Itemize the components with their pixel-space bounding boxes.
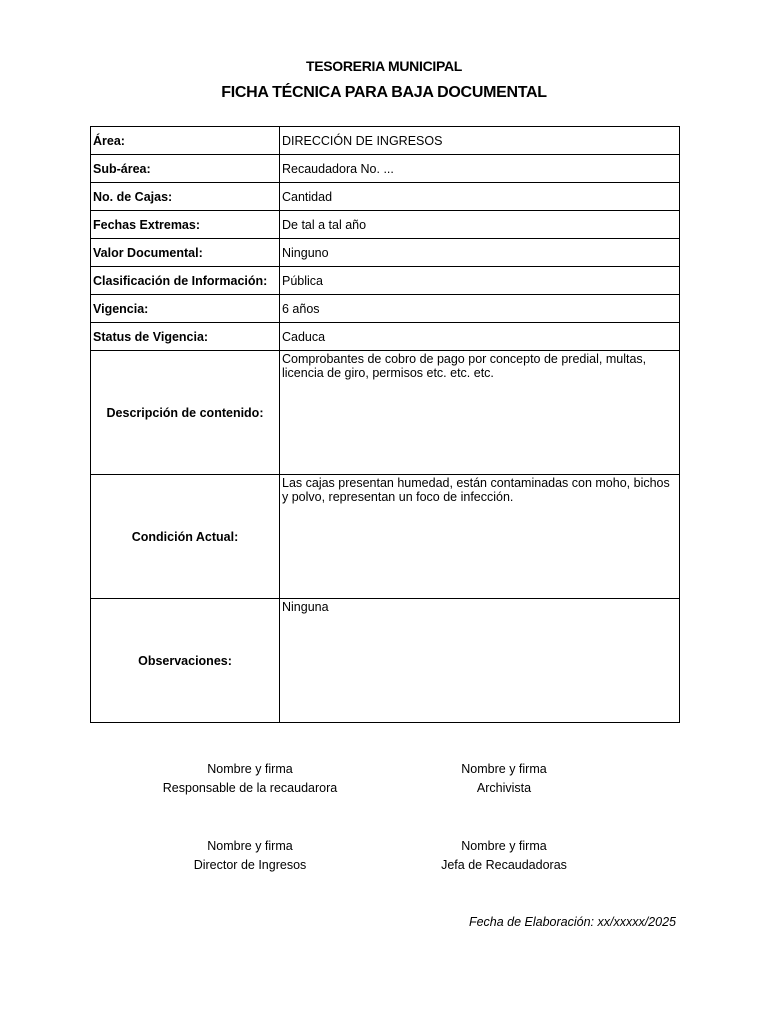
field-value: Ninguno (280, 239, 680, 267)
signature-line-label: Nombre y firma (207, 839, 293, 853)
row-validity (91, 295, 680, 323)
technical-sheet-table (90, 126, 680, 723)
field-value: Recaudadora No. ... (280, 155, 680, 183)
field-label: Fechas Extremas: (91, 211, 280, 239)
signature-block-head-collectors (394, 837, 614, 875)
row-observations (91, 599, 680, 723)
row-date-range (91, 211, 680, 239)
row-box-count (91, 183, 680, 211)
document-title: FICHA TÉCNICA PARA BAJA DOCUMENTAL (221, 84, 547, 101)
field-label: Observaciones: (91, 599, 280, 723)
signature-line-label: Nombre y firma (461, 762, 547, 776)
signature-role: Archivista (476, 781, 532, 795)
row-classification (91, 267, 680, 295)
row-current-condition (91, 475, 680, 599)
field-value: De tal a tal año (280, 211, 680, 239)
row-content-description (91, 351, 680, 475)
signature-block-archivist (394, 760, 614, 798)
field-value: Cantidad (280, 183, 680, 211)
field-value: Caduca (280, 323, 680, 351)
signature-role: Jefa de Recaudadoras (441, 858, 567, 872)
field-value: Ninguna (280, 599, 680, 723)
signature-line-label: Nombre y firma (461, 839, 547, 853)
field-label: No. de Cajas: (91, 183, 280, 211)
signature-block-collector (140, 760, 360, 798)
signature-role: Director de Ingresos (193, 858, 307, 872)
field-value: Pública (280, 267, 680, 295)
elaboration-date: Fecha de Elaboración: xx/xxxxx/2025 (468, 915, 676, 929)
signature-block-director (140, 837, 360, 875)
organization-title: TESORERIA MUNICIPAL (305, 58, 463, 74)
field-value: Las cajas presentan humedad, están contaminadas con moho, bichos y polvo, representan un foco de infección. (280, 475, 680, 599)
field-value: 6 años (280, 295, 680, 323)
field-value: Comprobantes de cobro de pago por concepto de predial, multas, licencia de giro, permisos etc. etc. etc. (280, 351, 680, 475)
field-label: Área: (91, 127, 280, 155)
row-document-value (91, 239, 680, 267)
row-validity-status (91, 323, 680, 351)
field-label: Descripción de contenido: (91, 351, 280, 475)
field-label: Clasificación de Información: (91, 267, 280, 295)
field-label: Valor Documental: (91, 239, 280, 267)
signature-line-label: Nombre y firma (207, 762, 293, 776)
field-label: Condición Actual: (91, 475, 280, 599)
row-area (91, 127, 680, 155)
field-value: DIRECCIÓN DE INGRESOS (280, 127, 680, 155)
row-sub-area (91, 155, 680, 183)
signature-role: Responsable de la recaudarora (162, 781, 338, 795)
field-label: Status de Vigencia: (91, 323, 280, 351)
field-label: Sub-área: (91, 155, 280, 183)
field-label: Vigencia: (91, 295, 280, 323)
